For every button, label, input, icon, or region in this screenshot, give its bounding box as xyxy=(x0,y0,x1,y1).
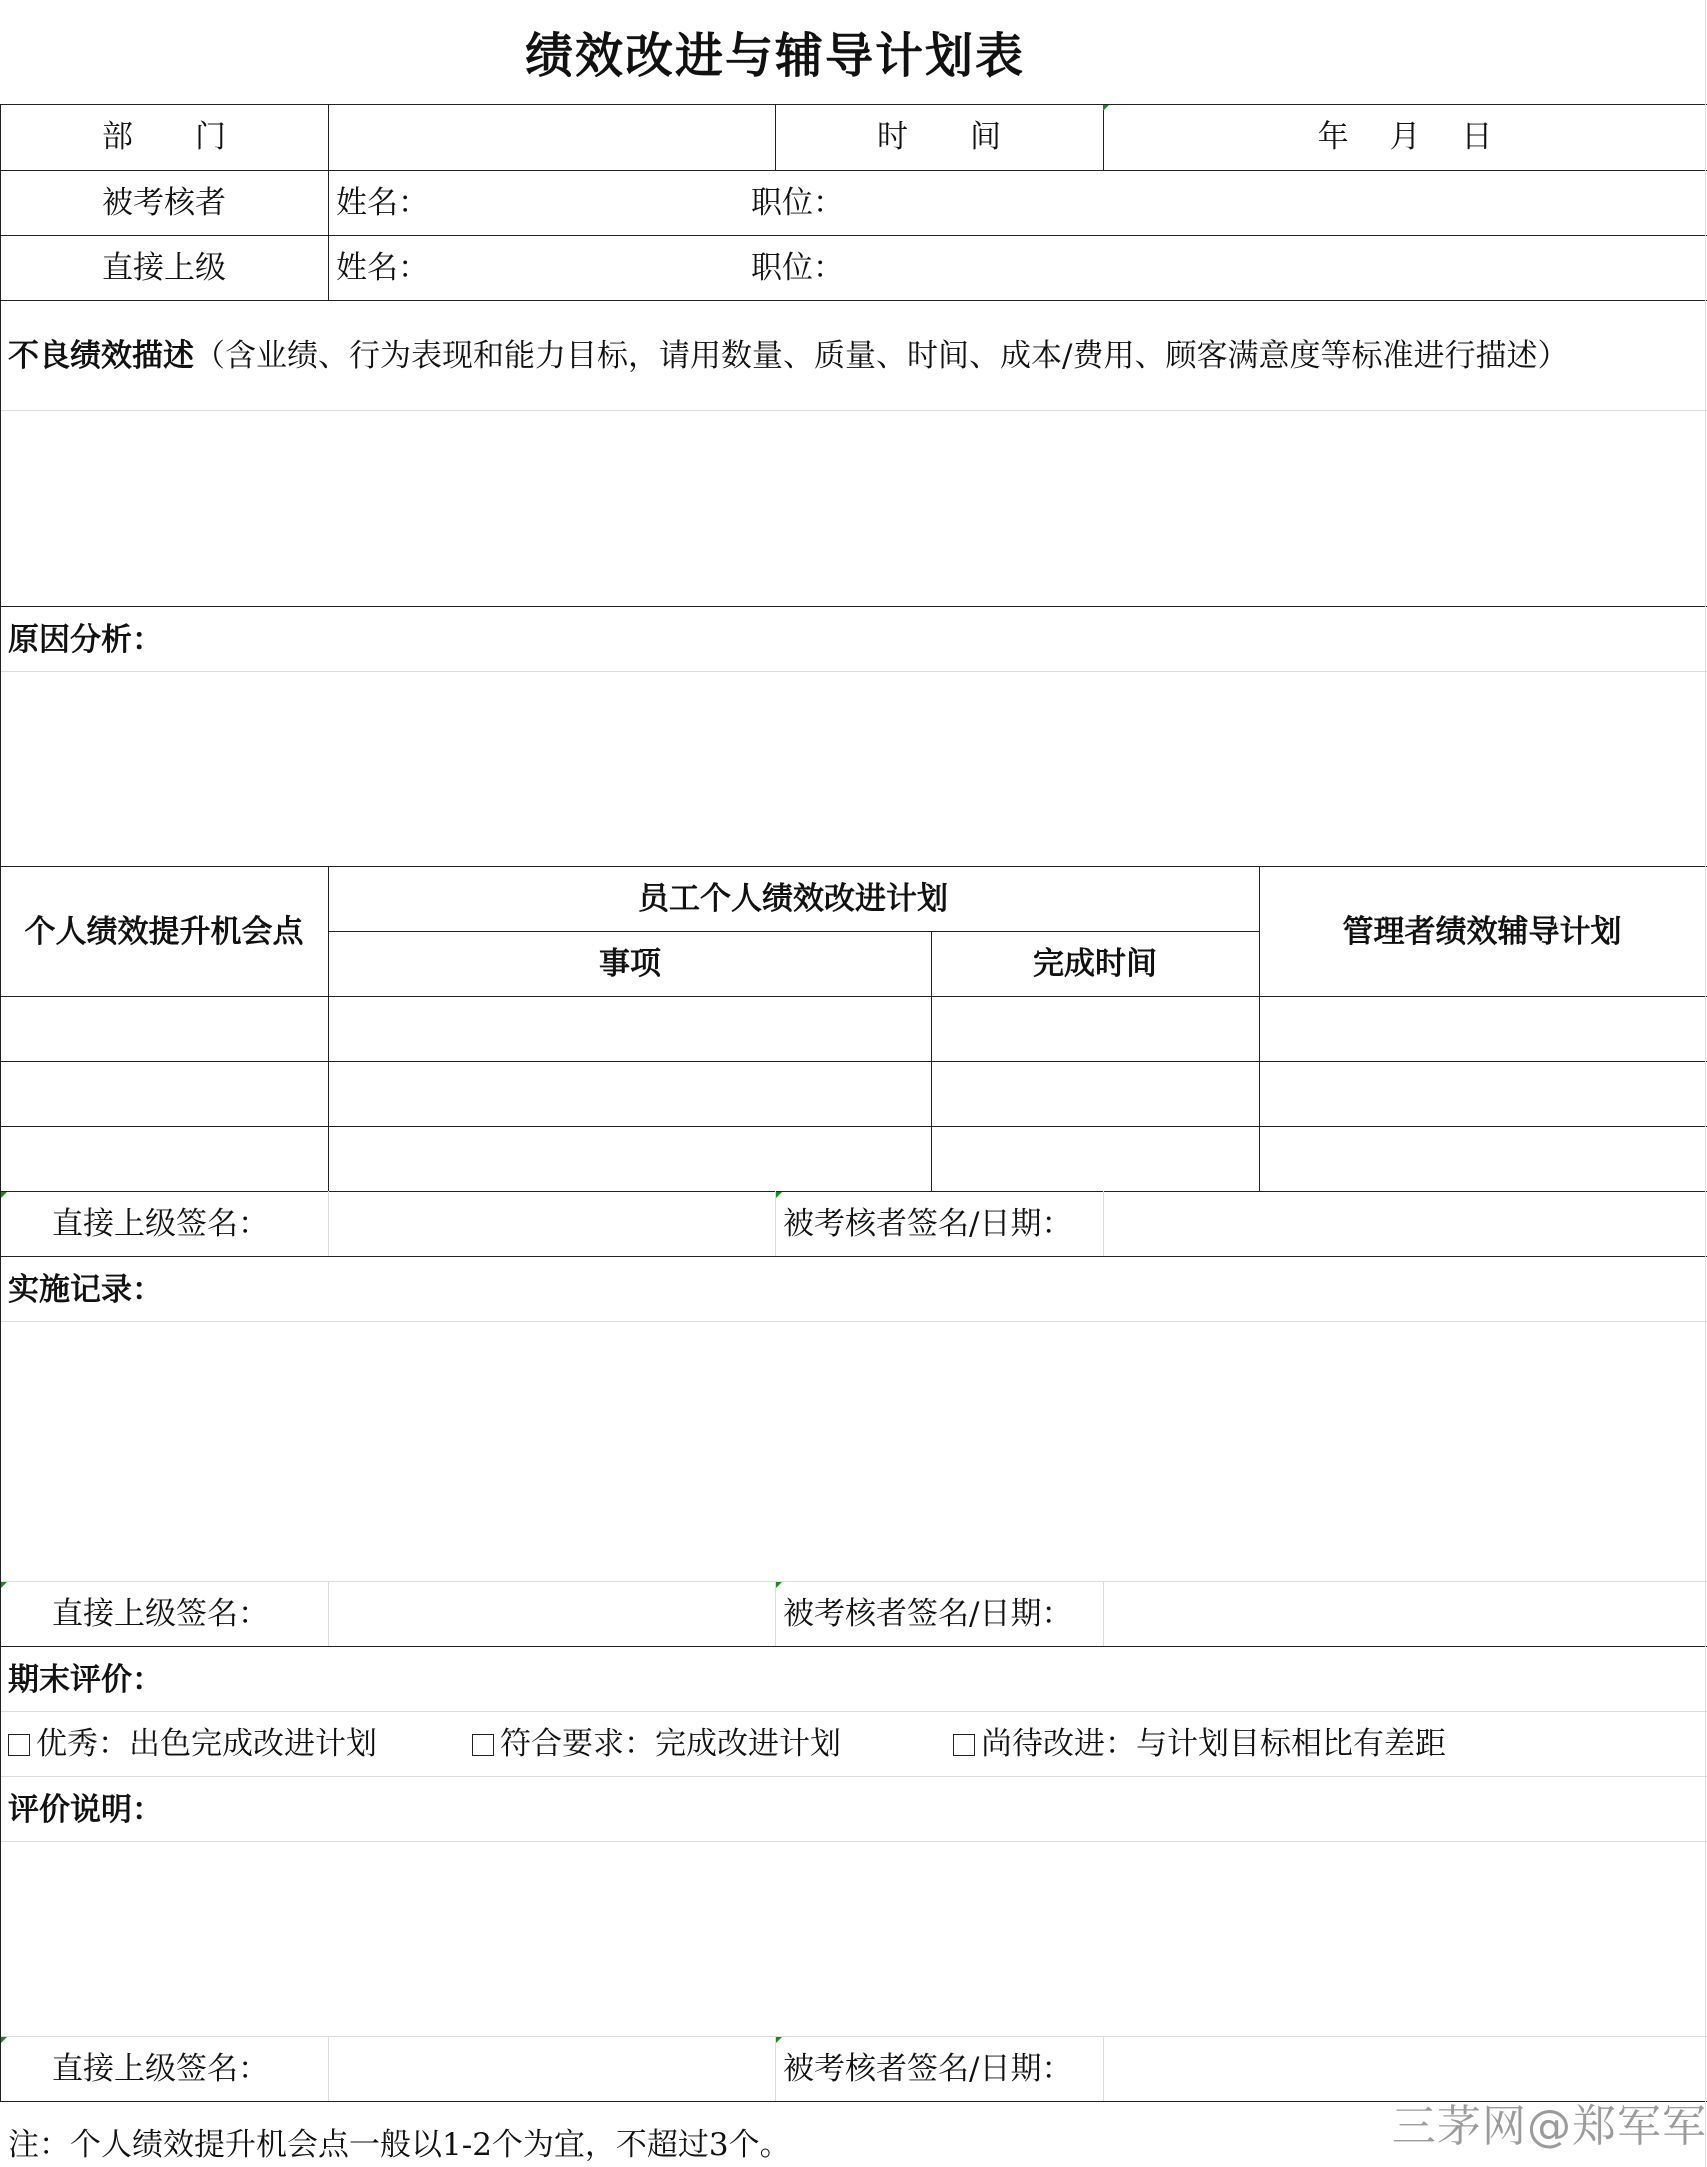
checkbox-icon[interactable] xyxy=(8,1734,30,1756)
plan-cell[interactable] xyxy=(330,1063,929,1124)
grid-line xyxy=(775,104,776,170)
supervisor-position-field[interactable] xyxy=(840,237,1700,299)
grid-line xyxy=(328,866,329,1191)
poor-performance-field[interactable] xyxy=(2,412,1702,604)
grid-line xyxy=(0,866,1707,867)
plan-group-header: 员工个人绩效改进计划 xyxy=(638,881,948,917)
supervisor-signature-label: 直接上级签名： xyxy=(52,1596,269,1632)
grid-line xyxy=(0,1711,1707,1712)
reviewee-label: 被考核者 xyxy=(102,185,226,221)
reviewee-signature-field[interactable] xyxy=(1105,1193,1703,1254)
reviewee-position-field[interactable] xyxy=(840,172,1700,234)
poor-performance-hint: （含业绩、行为表现和能力目标，请用数量、质量、时间、成本/费用、顾客满意度等标准进行描述） xyxy=(194,338,1569,374)
grid-line xyxy=(0,104,1707,105)
grid-line xyxy=(328,2036,329,2101)
grid-line xyxy=(1259,866,1260,1191)
cause-analysis-field[interactable] xyxy=(2,673,1702,864)
grid-line xyxy=(0,1191,1707,1192)
plan-cell[interactable] xyxy=(1261,998,1703,1059)
grid-line xyxy=(0,671,1707,672)
cell-marker-icon xyxy=(776,2037,782,2043)
form-title: 绩效改进与辅导计划表 xyxy=(524,28,1026,84)
evaluation-option-label: 尚待改进：与计划目标相比有差距 xyxy=(981,1726,1446,1762)
grid-line xyxy=(0,1126,1707,1127)
grid-line xyxy=(0,300,1707,301)
evaluation-option-meets[interactable] xyxy=(472,1726,841,1762)
supervisor-name-field[interactable] xyxy=(420,237,740,299)
checkbox-icon[interactable] xyxy=(953,1734,975,1756)
footnote: 注：个人绩效提升机会点一般以1-2个为宜，不超过3个。 xyxy=(8,2127,791,2163)
reviewee-position-label: 职位： xyxy=(751,185,844,221)
supervisor-name-label: 姓名： xyxy=(336,250,429,286)
grid-line xyxy=(0,235,1707,236)
cell-marker-icon xyxy=(1103,105,1109,111)
grid-line xyxy=(0,1321,1707,1322)
grid-line xyxy=(0,1061,1707,1062)
dept-label: 部 门 xyxy=(102,119,226,155)
checkbox-icon[interactable] xyxy=(472,1734,494,1756)
plan-col-deadline: 完成时间 xyxy=(1033,946,1157,982)
plan-col-item: 事项 xyxy=(599,946,661,982)
grid-line xyxy=(0,606,1707,607)
plan-col-manager: 管理者绩效辅导计划 xyxy=(1342,914,1622,950)
evaluation-option-excellent[interactable] xyxy=(8,1726,377,1762)
reviewee-name-field[interactable] xyxy=(420,172,740,234)
grid-line xyxy=(931,931,932,1191)
grid-line xyxy=(328,104,329,300)
cell-marker-icon xyxy=(776,1582,782,1588)
plan-cell[interactable] xyxy=(1261,1128,1703,1189)
implementation-field[interactable] xyxy=(2,1323,1702,1579)
poor-performance-title: 不良绩效描述 xyxy=(8,338,194,374)
grid-line xyxy=(1705,0,1706,2167)
supervisor-position-label: 职位： xyxy=(751,250,844,286)
grid-line xyxy=(0,410,1707,411)
reviewee-signature-label: 被考核者签名/日期： xyxy=(783,1596,1073,1632)
evaluation-option-label: 优秀：出色完成改进计划 xyxy=(36,1726,377,1762)
grid-line xyxy=(0,1581,1707,1582)
final-evaluation-heading: 期末评价： xyxy=(8,1662,163,1698)
reviewee-signature-label: 被考核者签名/日期： xyxy=(783,1206,1073,1242)
reviewee-signature-field[interactable] xyxy=(1105,1583,1703,1644)
evaluation-option-needs-improvement[interactable] xyxy=(953,1726,1446,1762)
date-field[interactable]: 年 月 日 xyxy=(1317,119,1493,155)
cell-marker-icon xyxy=(1,1192,7,1198)
plan-cell[interactable] xyxy=(2,998,326,1059)
plan-cell[interactable] xyxy=(2,1063,326,1124)
cell-marker-icon xyxy=(1,1582,7,1588)
reviewee-signature-label: 被考核者签名/日期： xyxy=(783,2051,1073,2087)
supervisor-signature-field[interactable] xyxy=(330,2038,773,2099)
plan-cell[interactable] xyxy=(1261,1063,1703,1124)
reviewee-name-label: 姓名： xyxy=(336,185,429,221)
plan-col-opportunity: 个人绩效提升机会点 xyxy=(24,914,304,950)
plan-cell[interactable] xyxy=(330,998,929,1059)
cause-analysis-heading: 原因分析： xyxy=(8,622,163,658)
time-label: 时 间 xyxy=(877,119,1001,155)
cell-marker-icon xyxy=(776,1192,782,1198)
grid-line xyxy=(1103,104,1104,170)
grid-line xyxy=(0,1776,1707,1777)
supervisor-signature-label: 直接上级签名： xyxy=(52,1206,269,1242)
evaluation-note-heading: 评价说明： xyxy=(8,1792,163,1828)
plan-cell[interactable] xyxy=(2,1128,326,1189)
grid-line xyxy=(0,104,1,2101)
grid-line xyxy=(0,1646,1707,1647)
poor-performance-heading xyxy=(8,338,1569,374)
grid-line xyxy=(0,2036,1707,2037)
evaluation-note-field[interactable] xyxy=(2,1843,1702,2034)
grid-line xyxy=(775,2036,776,2101)
grid-line xyxy=(1103,1581,1104,1646)
grid-line xyxy=(0,1256,1707,1257)
watermark: 三茅网@郑军军 xyxy=(1392,2101,1707,2152)
evaluation-option-label: 符合要求：完成改进计划 xyxy=(500,1726,841,1762)
cell-marker-icon xyxy=(1,2037,7,2043)
grid-line xyxy=(0,996,1707,997)
grid-line xyxy=(1103,1191,1104,1256)
plan-cell[interactable] xyxy=(933,998,1257,1059)
grid-line xyxy=(328,1581,329,1646)
grid-line xyxy=(0,1841,1707,1842)
plan-cell[interactable] xyxy=(933,1128,1257,1189)
grid-line xyxy=(775,1581,776,1646)
supervisor-label: 直接上级 xyxy=(102,250,226,286)
implementation-heading: 实施记录： xyxy=(8,1272,163,1308)
plan-cell[interactable] xyxy=(933,1063,1257,1124)
grid-line xyxy=(328,931,1259,932)
dept-field[interactable] xyxy=(330,106,773,168)
supervisor-signature-field[interactable] xyxy=(330,1193,773,1254)
supervisor-signature-label: 直接上级签名： xyxy=(52,2051,269,2087)
grid-line xyxy=(328,1191,329,1256)
supervisor-signature-field[interactable] xyxy=(330,1583,773,1644)
grid-line xyxy=(1103,2036,1104,2101)
grid-line xyxy=(0,170,1707,171)
grid-line xyxy=(775,1191,776,1256)
plan-cell[interactable] xyxy=(330,1128,929,1189)
